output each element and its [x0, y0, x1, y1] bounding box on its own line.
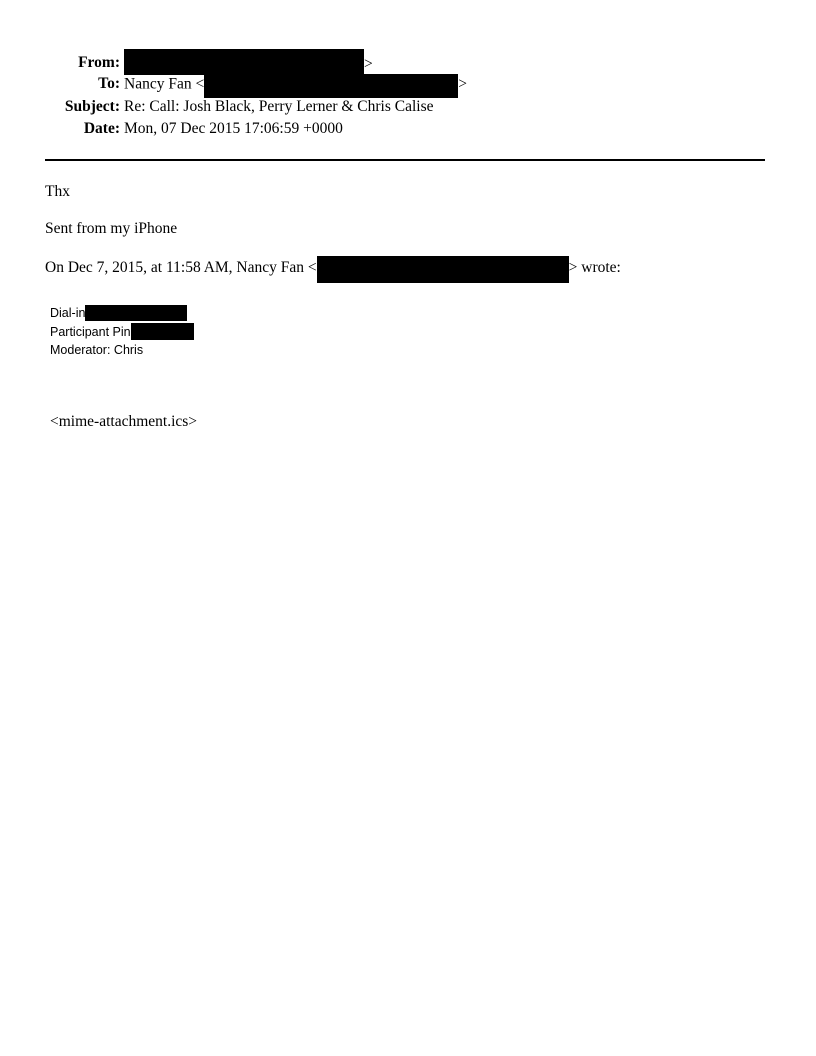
header-to-row: [0, 73, 816, 95]
call-details: [50, 304, 194, 360]
header-subject-row: [0, 96, 816, 118]
to-label-wrap: [0, 73, 120, 95]
date-value: Mon, 07 Dec 2015 17:06:59 +0000: [124, 120, 343, 137]
quote-prefix: On Dec 7, 2015, at 11:58 AM, Nancy Fan <: [45, 259, 317, 277]
from-suffix: >: [364, 55, 373, 73]
subject-value: Re: Call: Josh Black, Perry Lerner & Chris Calise: [124, 98, 434, 115]
dial-in-redaction: [85, 305, 187, 321]
to-email-redaction: [204, 74, 458, 98]
to-label: To:: [98, 75, 120, 92]
reply-text: Thx: [45, 183, 70, 200]
header-date-row: [0, 118, 816, 140]
date-label-wrap: [0, 118, 120, 140]
from-redaction: [124, 49, 364, 75]
to-value: [124, 73, 467, 97]
quote-header: [45, 255, 621, 282]
dial-in-label: Dial-in: [50, 306, 86, 320]
quote-email-redaction: [317, 256, 569, 283]
from-label-wrap: [0, 52, 120, 74]
header-from-row: [0, 52, 816, 74]
subject-label-wrap: [0, 96, 120, 118]
to-suffix: >: [458, 75, 467, 93]
quote-suffix: > wrote:: [568, 259, 621, 277]
participant-pin-label: Participant Pin: [50, 324, 131, 339]
participant-pin-line: [50, 323, 194, 342]
dial-in-line: [50, 304, 194, 323]
header-divider: [45, 159, 765, 161]
from-label: From:: [78, 54, 120, 71]
subject-label: Subject:: [64, 98, 120, 115]
date-label: Date:: [83, 120, 120, 137]
signature-text: Sent from my iPhone: [45, 220, 178, 237]
attachment-name[interactable]: <mime-attachment.ics>: [50, 413, 198, 430]
to-name: Nancy Fan <: [124, 75, 205, 93]
participant-pin-redaction: [131, 323, 194, 340]
moderator-line: Moderator: Chris: [50, 343, 144, 357]
